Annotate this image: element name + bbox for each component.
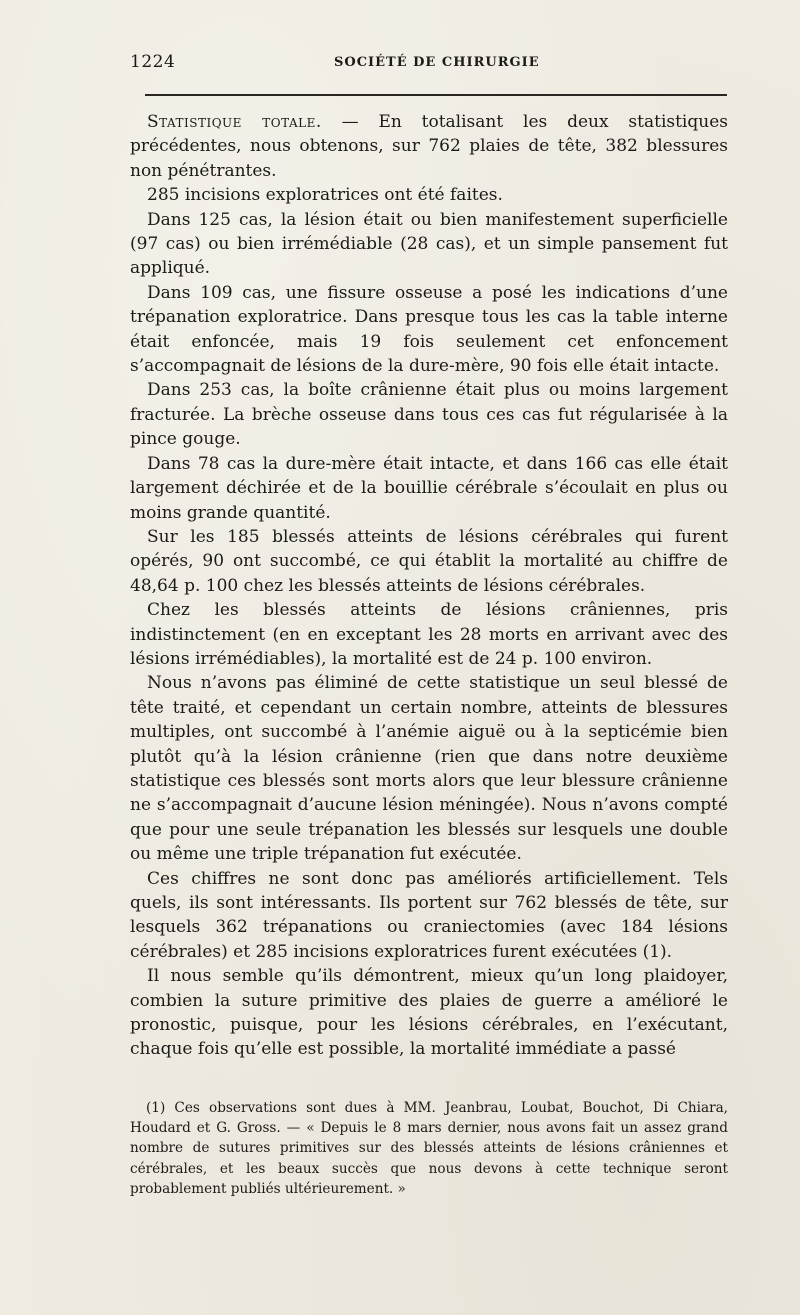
footnote-1: (1) Ces observations sont dues à MM. Jeanbrau, Loubat, Bouchot, Di Chiara, Houdard et G. Gross. — « Depuis le 8 mars dernier, nous avons fait un assez grand nombre de sutures primitives sur des blessés atteints de lésions crâniennes et cérébrales, et les beaux succès que nous devons à cette technique seront probablement publiés ultérieurement. »	[130, 1100, 728, 1197]
paragraph: 285 incisions exploratrices ont été faites.	[147, 185, 503, 206]
header-rule	[145, 94, 727, 96]
paragraph: Chez les blessés atteints de lésions crâniennes, pris indistinctement (en en exceptant les 28 morts en arrivant avec des lésions irrémédiables), la mortalité est de 24 p. 100 environ.	[130, 600, 728, 669]
paragraph: Sur les 185 blessés atteints de lésions cérébrales qui furent opérés, 90 ont succombé, ce qui établit la mortalité au chiffre de 48,64 p. 100 chez les blessés atteints de lésions cérébrales.	[130, 526, 728, 596]
footnotes	[130, 1098, 728, 1199]
paragraph: Dans 78 cas la dure-mère était intacte, et dans 166 cas elle était largement déchirée et de la bouillie cérébrale s’écoulait en plus ou moins grande quantité.	[130, 453, 728, 523]
paragraph-text: — En totalisant les deux statistiques précédentes, nous obtenons, sur 762 plaies de tête, 382 blessures non pénétrantes.	[130, 112, 728, 181]
paragraph: Ces chiffres ne sont donc pas améliorés artificiellement. Tels quels, ils sont intéressants. Ils portent sur 762 blessés de tête, sur lesquels 362 trépanations ou craniectomies (avec 184 lésions cérébrales) et 285 incisions exploratrices furent exécutées (1).	[130, 868, 728, 962]
paragraph: Nous n’avons pas éliminé de cette statistique un seul blessé de tête traité, et cependant un certain nombre, atteints de blessures multiples, ont succombé à l’anémie aiguë ou à la septicémie bien plutôt qu’à la lésion crânienne (rien que dans notre deuxième statistique ces blessés sont morts alors que leur blessure crânienne ne s’accompagnait d’aucune lésion méningée). Nous n’avons compté que pour une seule trépanation les blessés sur lesquels une double ou même une triple trépanation fut exécutée.	[130, 673, 728, 865]
paragraph-statistique-totale	[130, 110, 728, 183]
paragraph: Dans 125 cas, la lésion était ou bien manifestement superficielle (97 cas) ou bien irrémédiable (28 cas), et un simple pansement fut appliqué.	[130, 209, 728, 279]
paragraph: Il nous semble qu’ils démontrent, mieux qu’un long plaidoyer, combien la suture primitive des plaies de guerre a amélioré le pronostic, puisque, pour les lésions cérébrales, en l’exécutant, chaque fois qu’elle est possible, la mortalité immédiate a passé	[130, 966, 728, 1060]
page-number: 1224	[130, 52, 176, 72]
paragraph: Dans 253 cas, la boîte crânienne était plus ou moins largement fracturée. La brèche osseuse dans tous ces cas fut régularisée à la pince gouge.	[130, 380, 728, 450]
section-lead: Statistique totale.	[147, 112, 322, 132]
main-text	[130, 110, 728, 1062]
running-title: SOCIÉTÉ DE CHIRURGIE	[334, 55, 540, 70]
page-header	[130, 52, 725, 76]
paragraph: Dans 109 cas, une fissure osseuse a posé les indications d’une trépanation exploratrice. Dans presque tous les cas la table interne était enfoncée, mais 19 fois seulement cet enfoncement s’accompagnait de lésions de la dure-mère, 90 fois elle était intacte.	[130, 282, 728, 377]
